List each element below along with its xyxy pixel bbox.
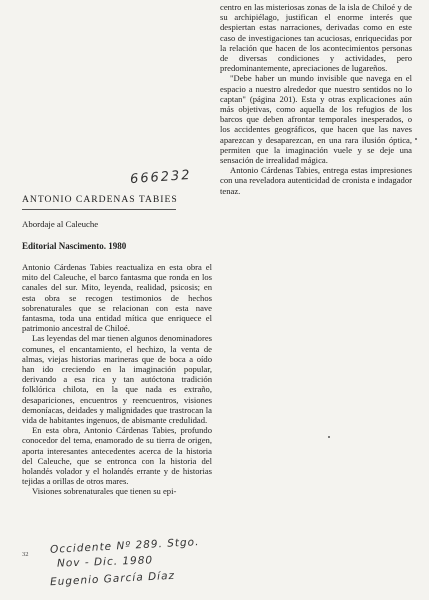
review-author-heading: ANTONIO CARDENAS TABIES — [22, 194, 178, 205]
left-column — [22, 262, 212, 497]
paragraph: Antonio Cárdenas Tabies, entrega estas impresiones con una reveladora autenticidad de cronista e indagador tenaz. — [220, 165, 412, 196]
scan-speck — [415, 138, 417, 140]
book-title: Abordaje al Caleuche — [22, 219, 99, 229]
page-number: 32 — [22, 551, 29, 558]
handwritten-source: Occidente Nº 289. Stgo. — [49, 536, 200, 556]
handwritten-author: Eugenio García Díaz — [49, 569, 176, 589]
paragraph: En esta obra, Antonio Cárdenas Tabies, profundo conocedor del tema, enamorado de su tierra de origen, aporta interesantes antecedentes acerca de la historia del Caleuche, que se entronca con la historia del holandés volador y el holandés errante y de historias tejidas a orillas de otros mares. — [22, 425, 212, 487]
paragraph: centro en las misteriosas zonas de la isla de Chiloé y de su archipiélago, justifican el enorme interés que despiertan estas narraciones, derivadas como en este caso de investigaciones tan acuciosas, enriquecidas por la relación que hacen de los acontecimientos personas de diversas condiciones y actividades, pero predominantemente, apreciaciones de lugareños. — [220, 2, 412, 74]
paragraph: "Debe haber un mundo invisible que navega en el espacio a nuestro alrededor que nuestro sentidos no lo captan" (página 201). Esta y otras explicaciones aún más objetivas, como aquella de los refugios de los barcos que deben afrontar temporales inesperados, o los accidentes geográficos, que hacen que las naves aparezcan y desaparezcan, en una rara ilusión óptica, permiten que la imaginación vuele y se deje una sensación de irrealidad mágica. — [220, 73, 412, 166]
handwritten-date: Nov - Dic. 1980 — [56, 554, 154, 570]
handwritten-catalog-number: 666232 — [129, 167, 193, 188]
paragraph: Visiones sobrenaturales que tienen su epi- — [32, 486, 177, 497]
paragraph: Las leyendas del mar tienen algunos denominadores comunes, el encantamiento, el hechizo, la venta de almas, viejas historias marineras que de boca a oído han ido creciendo en la imaginación popular, derivando a esa rica y tan autóctona tradición folklórica chilota, en la que nada es extraño, desapariciones, encuentros y reencuentros, visiones demoníacas, deidades y malignidades que trastrocan la vida de habitantes ingenuos, de abismante credulidad. — [22, 333, 212, 426]
paragraph: Antonio Cárdenas Tabies reactualiza en esta obra el mito del Caleuche, el barco fantasma que ronda en los canales del sur. Mito, leyenda, realidad, psicosis; en esta obra se recogen testimonios de hechos sobrenaturales que se relacionan con esta nave fantasma, toda una entidad mítica que enriquece el patrimonio ancestral de Chiloé. — [22, 262, 212, 334]
scan-speck — [328, 436, 330, 438]
author-underline — [22, 209, 176, 210]
publisher-line: Editorial Nascimento. 1980 — [22, 241, 127, 251]
right-column — [220, 2, 412, 196]
